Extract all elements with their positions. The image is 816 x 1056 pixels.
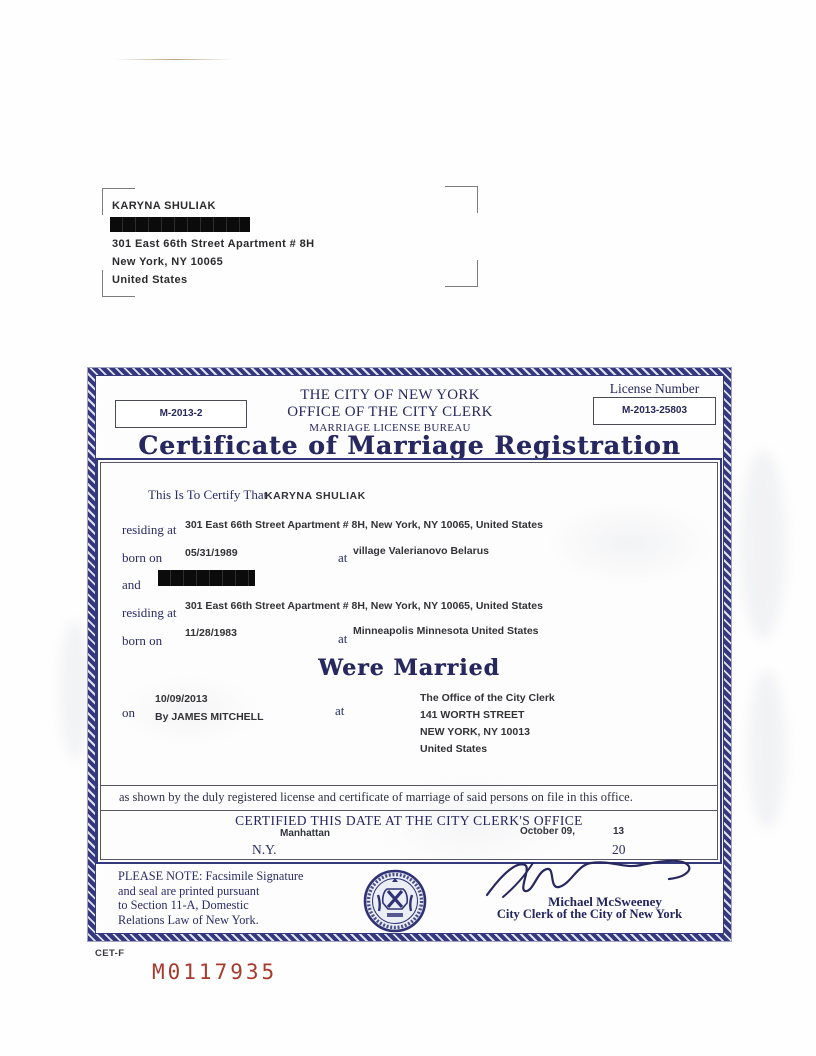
marriage-officiant: By JAMES MITCHELL xyxy=(155,711,264,723)
form-code: CET-F xyxy=(95,948,125,959)
married-on-label: on xyxy=(122,705,135,720)
spouse2-at-label: at xyxy=(338,631,348,646)
marriage-certificate xyxy=(88,368,731,941)
scan-artifact-bleed xyxy=(740,450,786,640)
city-seal-icon xyxy=(363,869,427,933)
scan-artifact-bleed xyxy=(748,670,786,830)
recipient-address-line2: New York, NY 10065 xyxy=(112,256,224,268)
spouse1-residing-label: residing at xyxy=(122,522,177,537)
and-label: and xyxy=(122,577,141,592)
recipient-address-line3: United States xyxy=(112,274,188,286)
venue-line2: 141 WORTH STREET xyxy=(420,709,525,721)
spouse1-residence: 301 East 66th Street Apartment # 8H, New York, NY 10065, United States xyxy=(185,519,543,531)
spouse2-residing-label: residing at xyxy=(122,605,177,620)
file-statement: as shown by the duly registered license and certificate of marriage of said persons on file in this office. xyxy=(119,790,633,804)
certified-year-prefix: 20 xyxy=(612,842,626,857)
recipient-address-line1: 301 East 66th Street Apartment # 8H xyxy=(112,238,315,250)
venue-line3: NEW YORK, NY 10013 xyxy=(420,726,530,738)
certified-state: N.Y. xyxy=(252,842,277,857)
red-stamp-number: M0117935 xyxy=(152,960,278,984)
spouse2-residence: 301 East 66th Street Apartment # 8H, New York, NY 10065, United States xyxy=(185,600,543,612)
certified-month-day: October 09, xyxy=(520,826,576,837)
spouse2-born-label: born on xyxy=(122,633,163,648)
spouse2-birth-place: Minneapolis Minnesota United States xyxy=(353,625,539,637)
scan-artifact-line xyxy=(115,59,233,60)
file-statement-band xyxy=(101,785,717,810)
certificate-header-line2: OFFICE OF THE CITY CLERK xyxy=(287,404,493,420)
spouse1-at-label: at xyxy=(338,550,348,565)
certificate-body-box xyxy=(100,462,718,860)
scan-artifact-bleed xyxy=(60,620,90,760)
facsimile-note-line2: and seal are printed pursuant xyxy=(118,883,260,898)
certificate-title: Certificate of Marriage Registration xyxy=(138,431,681,460)
facsimile-note xyxy=(118,869,303,927)
license-number-label: License Number xyxy=(609,381,700,396)
license-number-box: M-2013-25803 xyxy=(593,397,716,425)
facsimile-note-line4: Relations Law of New York. xyxy=(118,912,259,927)
marriage-date: 10/09/2013 xyxy=(155,693,208,705)
certified-borough: Manhattan xyxy=(280,828,330,839)
married-at-label: at xyxy=(335,703,345,718)
facsimile-note-line1: PLEASE NOTE: Facsimile Signature xyxy=(118,869,304,883)
spouse2-birth-date: 11/28/1983 xyxy=(185,627,237,639)
facsimile-note-line3: to Section 11-A, Domestic xyxy=(118,898,249,912)
office-copy-number-box: M-2013-2 xyxy=(115,400,247,428)
certify-label: This Is To Certify That xyxy=(148,487,268,502)
crop-mark-top-right xyxy=(445,186,478,213)
recipient-name: KARYNA SHULIAK xyxy=(112,200,216,212)
signer-title: City Clerk of the City of New York xyxy=(496,907,683,921)
signer-name: Michael McSweeney xyxy=(548,894,662,909)
spouse2-name-redaction-bar xyxy=(158,570,255,586)
spouse1-name: KARYNA SHULIAK xyxy=(265,490,366,502)
certified-band xyxy=(101,810,717,859)
redaction-bar xyxy=(110,217,250,232)
spouse1-born-label: born on xyxy=(122,550,163,565)
were-married-title: Were Married xyxy=(318,655,500,681)
crop-mark-bottom-right xyxy=(445,260,478,287)
certified-year-suffix: 13 xyxy=(613,826,625,837)
certificate-header-line3: MARRIAGE LICENSE BUREAU xyxy=(309,422,471,434)
certificate-header-line1: THE CITY OF NEW YORK xyxy=(300,387,480,403)
clerk-signature xyxy=(473,855,723,899)
venue-line1: The Office of the City Clerk xyxy=(420,692,555,704)
spouse1-birth-date: 05/31/1989 xyxy=(185,547,238,559)
venue-line4: United States xyxy=(420,743,488,755)
certified-heading: CERTIFIED THIS DATE AT THE CITY CLERK'S OFFICE xyxy=(235,813,583,828)
spouse1-birth-place: village Valerianovo Belarus xyxy=(353,545,489,557)
